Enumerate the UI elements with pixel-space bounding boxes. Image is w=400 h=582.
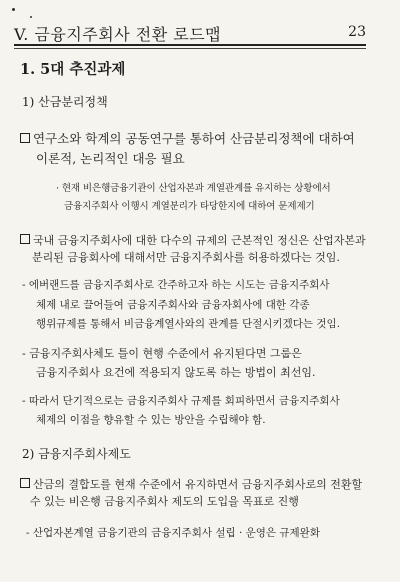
item-line: 체제 내로 끌어들여 금융지주회사와 금융자회사에 대한 각종 xyxy=(36,299,310,311)
item-line: 국내 금융지주회사에 대한 다수의 규제의 근본적인 정신은 산업자본과 xyxy=(33,234,366,247)
dot-bullet-line: · 현재 비은행금융기관이 산업자본과 계열관계를 유지하는 상황에서 xyxy=(56,183,331,194)
dash-bullet-line: - 산업자본계열 금융기관의 금융지주회사 설립 · 운영은 규제완화 xyxy=(26,527,320,539)
dash-bullet-line: - 금융지주회사체도 틀이 현행 수준에서 유지된다면 그룹은 xyxy=(22,347,302,360)
header-rule-thin xyxy=(14,48,366,49)
item-line: 체제의 이점을 향유할 수 있는 방안을 수립해야 함. xyxy=(36,414,266,426)
item-line: 금융지주회사 이행시 계열분리가 타당한지에 대하여 문제제기 xyxy=(64,201,315,212)
item-line: 행위규제를 통해서 비금융계열사와의 관계를 단절시키겠다는 것임. xyxy=(36,318,341,330)
item-line: 금융지주회사 요건에 적용되지 않도록 하는 방법이 최선임. xyxy=(36,366,316,379)
square-bullet-icon xyxy=(20,234,30,244)
box-bullet-item xyxy=(20,234,366,247)
section-title: 1. 5대 추진과제 xyxy=(20,61,126,78)
box-bullet-item xyxy=(20,132,355,146)
page-number: 23 xyxy=(348,24,366,40)
header-rule-thick xyxy=(14,44,366,46)
item-line: 분리된 금융회사에 대해서만 금융지주회사를 허용하겠다는 것임. xyxy=(32,251,340,264)
scan-speck xyxy=(30,16,32,18)
item-line: 수 있는 비은행 금융지주회사 제도의 도입을 목표로 진행 xyxy=(30,495,299,508)
square-bullet-icon xyxy=(20,133,30,143)
subsection-title: 2) 금융지주회사제도 xyxy=(22,447,131,461)
page-header xyxy=(14,20,366,44)
scan-speck xyxy=(12,8,15,11)
dash-bullet-line: - 따라서 단기적으로는 금융지주회사 규제를 회피하면서 금융지주회사 xyxy=(22,395,340,407)
square-bullet-icon xyxy=(20,478,30,488)
item-line: 이론적, 논리적인 대응 필요 xyxy=(36,151,185,166)
chapter-title: V. 금융지주회사 전환 로드맵 xyxy=(14,25,222,44)
item-line: 산금의 결합도를 현재 수준에서 유지하면서 금융지주회사로의 전환할 xyxy=(33,478,363,491)
item-line: 연구소와 학계의 공동연구를 통하여 산금분리정책에 대하여 xyxy=(33,131,355,146)
dash-bullet-line: - 에버랜드를 금융지주회사로 간주하고자 하는 시도는 금융지주회사 xyxy=(22,279,330,291)
subsection-title: 1) 산금분리정책 xyxy=(22,95,108,109)
box-bullet-item xyxy=(20,478,362,491)
